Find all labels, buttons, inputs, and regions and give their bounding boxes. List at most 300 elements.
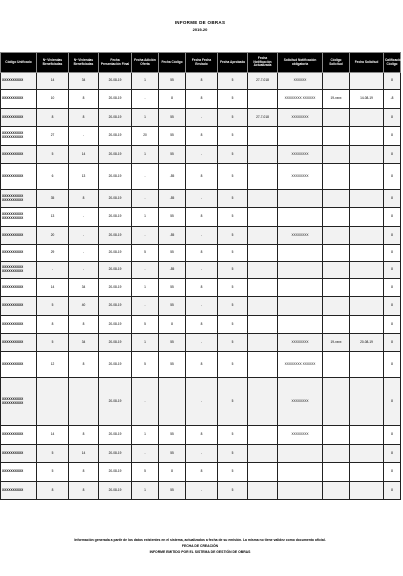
table-cell (278, 279, 323, 297)
row-code-cell: XXXXXXXXXX (1, 297, 37, 316)
table-row (1, 334, 401, 352)
column-header: Fecha Adición Oferta (132, 53, 159, 73)
table-cell (248, 334, 278, 352)
table-row (1, 190, 401, 208)
table-cell: XXXXXX (278, 73, 323, 90)
footer-issued-by: INFORME EMITIDO POR EL SISTEMA DE GESTIÓN DE OBRAS (149, 550, 251, 554)
table-cell (248, 482, 278, 500)
table-cell: 5 (218, 190, 248, 208)
table-cell: 20-08-19 (99, 146, 132, 164)
table-cell (323, 127, 350, 146)
table-cell: 5 (218, 445, 248, 463)
table-cell: - (132, 190, 159, 208)
table-cell: - (186, 146, 218, 164)
table-cell: 14 (69, 146, 99, 164)
table-cell: 55 (159, 426, 186, 445)
table-row (1, 262, 401, 279)
table-cell: 8 (69, 463, 99, 482)
table-cell: XXXXXXXX (278, 146, 323, 164)
table-cell: -8 (384, 90, 401, 109)
table-cell: 1 (132, 426, 159, 445)
column-header: Nº Viviendas Beneficiadas (37, 53, 69, 73)
table-cell: 8 (186, 463, 218, 482)
table-cell (350, 127, 384, 146)
table-cell (350, 279, 384, 297)
table-cell (37, 378, 69, 426)
row-code-cell: XXXXXXXXXX (1, 227, 37, 245)
table-cell: 8 (384, 352, 401, 378)
table-row (1, 378, 401, 426)
table-cell (350, 316, 384, 334)
table-cell: - (186, 109, 218, 127)
table-cell: 34 (69, 279, 99, 297)
table-cell: 55 (159, 445, 186, 463)
table-cell: 8 (186, 208, 218, 227)
table-cell: 20-08-19 (99, 190, 132, 208)
table-row (1, 127, 401, 146)
table-cell: 5 (132, 245, 159, 262)
table-cell (248, 90, 278, 109)
table-cell (248, 463, 278, 482)
table-cell: 14 (69, 445, 99, 463)
table-cell: 20-08-19 (99, 245, 132, 262)
table-cell (278, 463, 323, 482)
table-cell (248, 190, 278, 208)
column-header: Código Unificado (1, 53, 37, 73)
row-code-cell: XXXXXXXXXX (1, 90, 37, 109)
table-cell: 5 (132, 352, 159, 378)
table-cell: 6 (37, 164, 69, 190)
table-cell (350, 146, 384, 164)
table-cell (323, 352, 350, 378)
table-cell: 1 (132, 334, 159, 352)
table-cell: 20-08-19 (99, 297, 132, 316)
table-cell: 1 (132, 146, 159, 164)
table-row (1, 164, 401, 190)
table-cell: 14-08-19 (350, 90, 384, 109)
table-cell (350, 73, 384, 90)
table-cell: 55 (159, 73, 186, 90)
table-cell: - (132, 378, 159, 426)
table-cell: 8 (384, 245, 401, 262)
table-row (1, 208, 401, 227)
table-cell: 20-08-19 (99, 73, 132, 90)
table-cell: 14 (37, 426, 69, 445)
table-cell (248, 378, 278, 426)
table-row (1, 90, 401, 109)
table-cell (350, 262, 384, 279)
table-cell (248, 146, 278, 164)
table-cell: 8 (159, 463, 186, 482)
table-cell (323, 378, 350, 426)
table-cell: XXXXXXXX (278, 426, 323, 445)
table-cell: 20-08-19 (99, 127, 132, 146)
table-cell: 13 (37, 208, 69, 227)
report-title: INFORME DE OBRAS (174, 20, 226, 25)
table-cell (350, 208, 384, 227)
table-cell: 13 (69, 164, 99, 190)
table-row (1, 316, 401, 334)
table-row (1, 279, 401, 297)
table-cell: 5 (218, 90, 248, 109)
table-row (1, 297, 401, 316)
table-cell (278, 482, 323, 500)
table-cell: 8 (186, 279, 218, 297)
table-cell: 8 (384, 426, 401, 445)
column-header: Fecha Solicitud (350, 53, 384, 73)
table-cell (248, 245, 278, 262)
table-cell: - (132, 297, 159, 316)
table-cell: - (69, 208, 99, 227)
table-cell (248, 316, 278, 334)
table-cell: 20-08-19 (99, 262, 132, 279)
table-row (1, 482, 401, 500)
table-cell: 55 (159, 279, 186, 297)
table-row (1, 426, 401, 445)
table-cell (323, 463, 350, 482)
table-cell: - (69, 262, 99, 279)
table-cell (350, 352, 384, 378)
table-cell: 55 (159, 208, 186, 227)
table-cell: 20-08-19 (99, 352, 132, 378)
table-cell (350, 482, 384, 500)
table-cell: XXXXXXXX (278, 378, 323, 426)
table-cell (350, 227, 384, 245)
table-cell: 5 (37, 463, 69, 482)
row-code-cell: XXXXXXXXXX (1, 73, 37, 90)
row-code-cell: XXXXXXXXXX XXXXXXXXXX (1, 208, 37, 227)
table-cell: 5 (218, 297, 248, 316)
table-cell: 20-08-19 (99, 227, 132, 245)
header-row (1, 53, 401, 73)
table-cell: 1 (132, 279, 159, 297)
table-cell: 20-08-19 (99, 109, 132, 127)
table-cell: 20-08-19 (99, 445, 132, 463)
table-cell: 19-xxxx (323, 90, 350, 109)
table-cell: 8 (186, 164, 218, 190)
table-cell: 5 (218, 426, 248, 445)
row-code-cell: XXXXXXXXXX (1, 245, 37, 262)
column-header: Calificación Código (384, 53, 401, 73)
table-cell: 1 (132, 73, 159, 90)
table-cell (278, 316, 323, 334)
table-cell (278, 127, 323, 146)
table-cell: - (186, 482, 218, 500)
table-cell: 8 (384, 109, 401, 127)
table-cell: 5 (218, 352, 248, 378)
table-cell (278, 190, 323, 208)
row-code-cell: XXXXXXXXXX (1, 146, 37, 164)
table-cell: - (69, 127, 99, 146)
table-cell: 8 (384, 316, 401, 334)
table-cell: 8 (186, 127, 218, 146)
table-cell: 8 (69, 316, 99, 334)
table-row (1, 109, 401, 127)
table-cell: 55 (159, 146, 186, 164)
table-cell: 14 (37, 73, 69, 90)
table-cell: 14 (37, 279, 69, 297)
table-cell: 27-7-018 (248, 73, 278, 90)
table-cell: 55 (159, 109, 186, 127)
table-cell: 8 (384, 127, 401, 146)
table-cell (248, 297, 278, 316)
column-header: Solicitud Notificación obligatoria (278, 53, 323, 73)
table-cell: -55 (159, 262, 186, 279)
row-code-cell: XXXXXXXXXX (1, 445, 37, 463)
table-cell (323, 109, 350, 127)
table-cell: 20-08-19 (99, 378, 132, 426)
table-cell: 20-08-19 (99, 316, 132, 334)
table-cell: 8 (37, 109, 69, 127)
table-cell: 8 (159, 90, 186, 109)
table-cell: 8 (384, 73, 401, 90)
row-code-cell: XXXXXXXXXX (1, 109, 37, 127)
table-cell: 8 (384, 164, 401, 190)
works-table (0, 52, 401, 500)
table-cell (350, 445, 384, 463)
table-cell: -55 (159, 227, 186, 245)
table-cell: 5 (132, 316, 159, 334)
table-cell (350, 109, 384, 127)
table-cell: 8 (384, 279, 401, 297)
table-cell (248, 262, 278, 279)
table-cell (248, 227, 278, 245)
row-code-cell: XXXXXXXXXX (1, 334, 37, 352)
table-cell (248, 426, 278, 445)
table-cell (248, 352, 278, 378)
table-cell (323, 426, 350, 445)
table-cell: XXXXXXXX (278, 164, 323, 190)
table-cell: 5 (218, 378, 248, 426)
table-cell: 8 (186, 352, 218, 378)
table-cell: 8 (384, 463, 401, 482)
row-code-cell: XXXXXXXXXX (1, 426, 37, 445)
table-cell: 20-08-19 (99, 90, 132, 109)
row-code-cell: XXXXXXXXXX XXXXXXXXXX (1, 190, 37, 208)
table-cell: -55 (159, 164, 186, 190)
table-cell: 20-08-19 (99, 463, 132, 482)
table-cell: 5 (218, 279, 248, 297)
table-cell: 8 (159, 316, 186, 334)
table-cell: 20-08-19 (99, 164, 132, 190)
table-cell: - (37, 262, 69, 279)
table-cell: 5 (218, 227, 248, 245)
table-cell: 5 (132, 463, 159, 482)
table-cell: - (186, 445, 218, 463)
table-cell: 8 (69, 190, 99, 208)
table-cell (350, 164, 384, 190)
table-row (1, 463, 401, 482)
table-row (1, 245, 401, 262)
table-cell (278, 245, 323, 262)
table-cell: 12 (37, 352, 69, 378)
table-cell (323, 279, 350, 297)
table-cell (323, 73, 350, 90)
table-cell: 8 (186, 90, 218, 109)
table-cell: 8 (186, 316, 218, 334)
table-cell: 20-08-19 (99, 208, 132, 227)
table-cell: 29 (37, 245, 69, 262)
table-cell: 34 (69, 334, 99, 352)
table-cell (323, 146, 350, 164)
column-header: Fecha Presentación Final (99, 53, 132, 73)
table-cell: 5 (218, 262, 248, 279)
table-cell (278, 262, 323, 279)
table-cell: 55 (159, 245, 186, 262)
table-cell (323, 164, 350, 190)
table-cell: 1 (132, 208, 159, 227)
table-cell (248, 208, 278, 227)
row-code-cell: XXXXXXXXXX XXXXXXXXXX (1, 262, 37, 279)
table-cell (69, 378, 99, 426)
table-cell (323, 316, 350, 334)
table-cell: 5 (218, 127, 248, 146)
table-cell: - (132, 227, 159, 245)
table-cell (350, 426, 384, 445)
row-code-cell: XXXXXXXXXX (1, 482, 37, 500)
table-cell (350, 297, 384, 316)
table-cell (323, 262, 350, 279)
table-cell: 8 (186, 73, 218, 90)
table-cell (350, 245, 384, 262)
table-row (1, 227, 401, 245)
table-cell: 8 (384, 190, 401, 208)
table-cell (248, 127, 278, 146)
table-cell (323, 245, 350, 262)
table-cell: 8 (69, 352, 99, 378)
table-cell: 5 (37, 146, 69, 164)
table-cell: - (132, 164, 159, 190)
table-cell: 27 (37, 127, 69, 146)
row-code-cell: XXXXXXXXXX (1, 316, 37, 334)
column-header: Fecha Notificación Actualizada (248, 53, 278, 73)
table-cell: 40 (69, 297, 99, 316)
table-cell: 34 (69, 73, 99, 90)
table-cell: 8 (186, 426, 218, 445)
table-cell: 20-08-19 (350, 334, 384, 352)
table-cell: 8 (37, 316, 69, 334)
table-row (1, 73, 401, 90)
table-row (1, 146, 401, 164)
row-code-cell: XXXXXXXXXX (1, 352, 37, 378)
table-body (1, 73, 401, 500)
table-cell: 5 (218, 109, 248, 127)
table-cell: - (69, 245, 99, 262)
table-cell: - (69, 227, 99, 245)
table-cell: 8 (384, 378, 401, 426)
table-cell: 8 (37, 482, 69, 500)
column-header: Fecha Aprobada (218, 53, 248, 73)
table-cell: 1 (132, 109, 159, 127)
table-cell: 8 (384, 227, 401, 245)
table-cell (248, 445, 278, 463)
table-cell: - (186, 190, 218, 208)
table-cell: XXXXXXXX XXXXXX (278, 352, 323, 378)
table-cell: XXXXXXXX XXXXXX (278, 90, 323, 109)
table-cell: 55 (159, 127, 186, 146)
footer-creation-date: FECHA DE CREACIÓN (181, 544, 219, 548)
table-cell (278, 297, 323, 316)
table-cell (350, 378, 384, 426)
table-cell: 5 (218, 245, 248, 262)
row-code-cell: XXXXXXXXXX (1, 164, 37, 190)
table-cell: 20-08-19 (99, 334, 132, 352)
table-row (1, 352, 401, 378)
table-cell: 8 (69, 482, 99, 500)
table-cell: 8 (384, 208, 401, 227)
table-cell: 5 (218, 334, 248, 352)
table-cell: - (186, 297, 218, 316)
table-cell: XXXXXXXX (278, 227, 323, 245)
footer-disclaimer: Información generada a partir de los datos existentes en el sistema, actualizados a fecha de su emisión. La misma no tiene validez como documento oficial. (74, 538, 326, 542)
table-cell: 8 (69, 109, 99, 127)
table-cell (248, 164, 278, 190)
table-cell (323, 445, 350, 463)
row-code-cell: XXXXXXXXXX XXXXXXXXXX (1, 127, 37, 146)
table-cell: 8 (384, 445, 401, 463)
table-cell: 55 (159, 482, 186, 500)
table-row (1, 445, 401, 463)
table-cell: - (186, 227, 218, 245)
table-cell (278, 208, 323, 227)
table-cell: 8 (384, 334, 401, 352)
table-cell (350, 190, 384, 208)
table-cell: 10 (37, 90, 69, 109)
column-header: Nº Viviendas Beneficiadas (69, 53, 99, 73)
table-cell (323, 297, 350, 316)
table-cell: 20-08-19 (99, 426, 132, 445)
table-cell (323, 227, 350, 245)
table-cell: 5 (218, 164, 248, 190)
table-cell: - (132, 445, 159, 463)
table-cell (323, 208, 350, 227)
table-cell (159, 378, 186, 426)
table-cell: - (132, 262, 159, 279)
table-cell: XXXXXXXX (278, 334, 323, 352)
column-header: Fecha Fecha Enviado (186, 53, 218, 73)
row-code-cell: XXXXXXXXXX (1, 463, 37, 482)
table-cell: 55 (159, 334, 186, 352)
table-cell (350, 463, 384, 482)
table-cell: 5 (218, 463, 248, 482)
table-cell: 27-7-018 (248, 109, 278, 127)
table-cell: - (186, 262, 218, 279)
table-cell: 5 (218, 316, 248, 334)
table-cell: 20 (132, 127, 159, 146)
table-cell: 20-08-19 (99, 482, 132, 500)
table-cell: 35 (37, 190, 69, 208)
table-cell: 5 (37, 334, 69, 352)
table-cell: -55 (159, 190, 186, 208)
table-cell: 55 (159, 352, 186, 378)
table-cell: 8 (69, 90, 99, 109)
table-cell: 5 (37, 297, 69, 316)
table-cell: 1 (132, 482, 159, 500)
table-cell: - (132, 90, 159, 109)
table-cell: 19-xxxx (323, 334, 350, 352)
table-cell: 8 (384, 262, 401, 279)
table-cell: 8 (384, 482, 401, 500)
table-cell (323, 482, 350, 500)
table-cell: 55 (159, 297, 186, 316)
row-code-cell: XXXXXXXXXX XXXXXXXXXX (1, 378, 37, 426)
column-header: Código Solicitud (323, 53, 350, 73)
table-cell (323, 190, 350, 208)
table-cell: XXXXXXXX (278, 109, 323, 127)
column-header: Fecha Código (159, 53, 186, 73)
table-cell: 5 (218, 482, 248, 500)
table-cell: 5 (37, 445, 69, 463)
